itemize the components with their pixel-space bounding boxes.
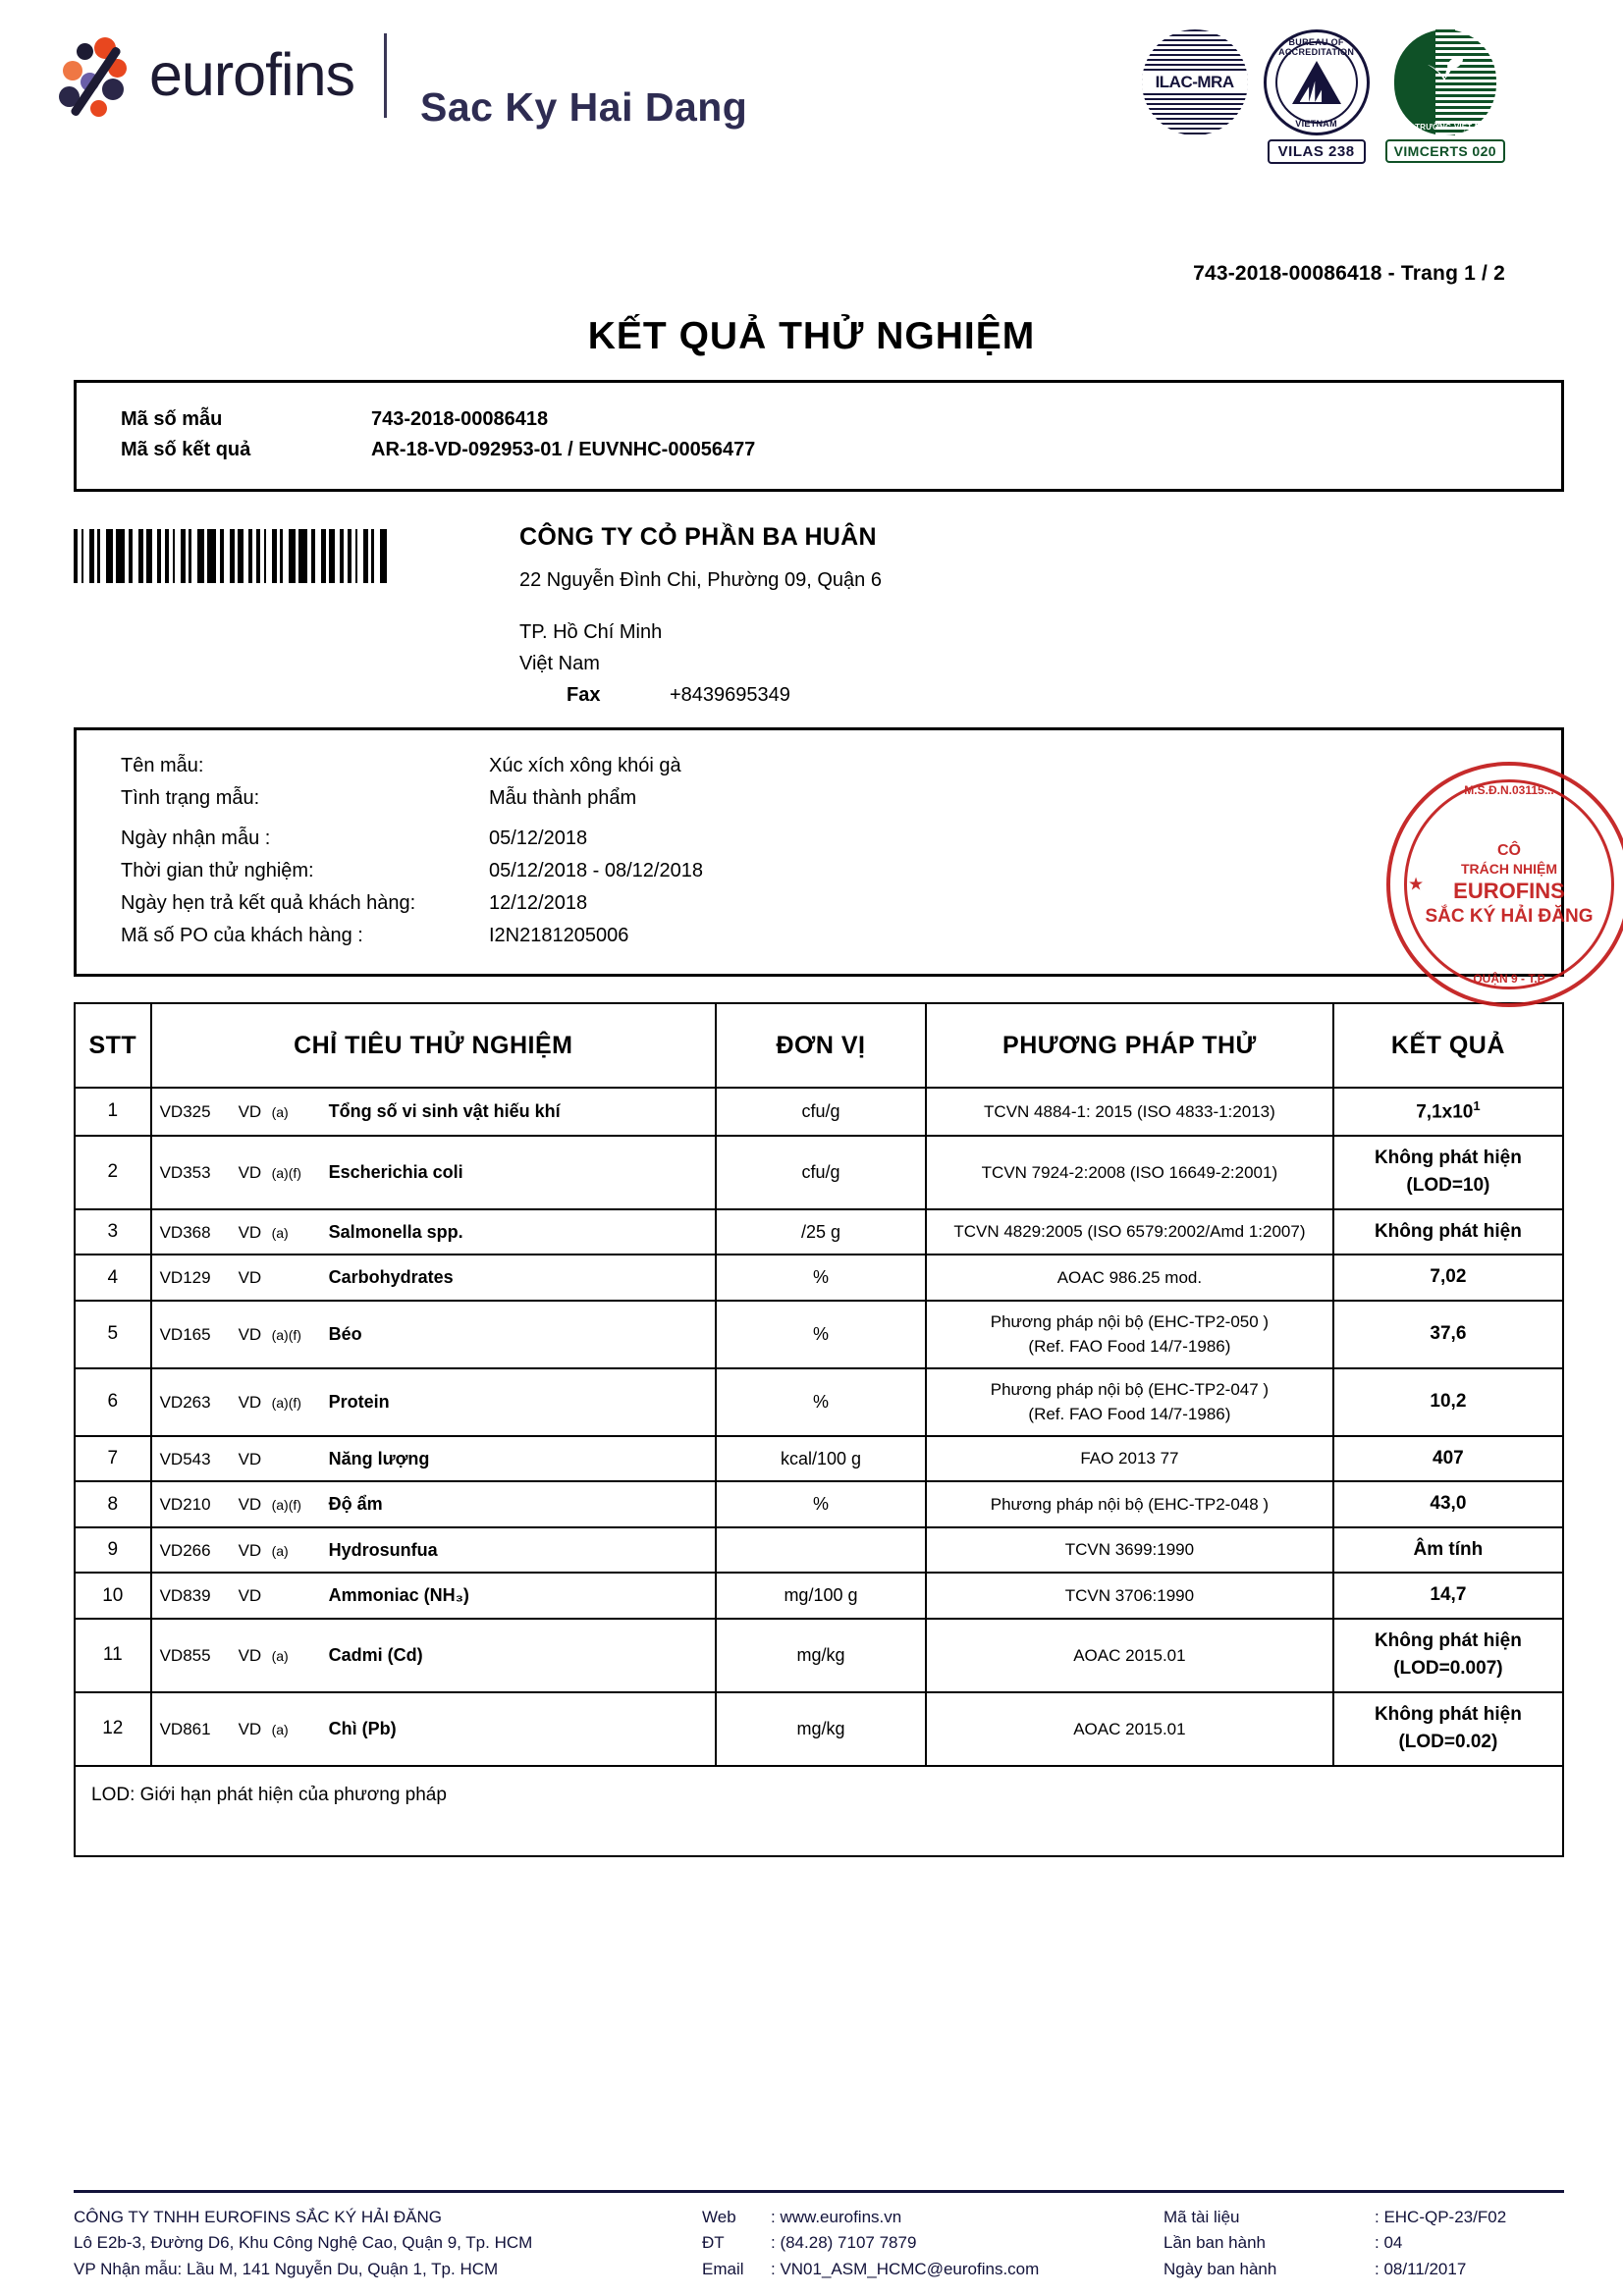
cell-parameter — [151, 1368, 716, 1436]
ilac-mra-badge — [1142, 29, 1248, 135]
param-code: VD266 — [159, 1540, 211, 1560]
lod-note: LOD: Giới hạn phát hiện của phương pháp — [74, 1767, 1564, 1857]
cell-unit: % — [716, 1301, 926, 1368]
client-country: Việt Nam — [519, 653, 600, 674]
sample-code-label: Mã số mẫu — [121, 408, 223, 430]
cell-stt: 2 — [75, 1136, 151, 1209]
sample-info-value: Mẫu thành phẩm — [489, 787, 637, 809]
cell-unit: mg/100 g — [716, 1573, 926, 1619]
cell-stt: 4 — [75, 1255, 151, 1301]
vilas-badge — [1264, 29, 1370, 164]
footer-doc-label: Mã tài liệu — [1163, 2207, 1240, 2226]
param-code: VD129 — [159, 1268, 211, 1288]
cell-unit: /25 g — [716, 1209, 926, 1255]
boa-chart-glyph-icon — [1292, 61, 1341, 104]
footer-address-2: VP Nhận mẫu: Lầu M, 141 Nguyễn Du, Quận 1, Tp. HCM — [74, 2259, 499, 2278]
param-dept: VD — [238, 1719, 262, 1738]
table-row — [75, 1088, 1563, 1136]
cell-method: Phương pháp nội bộ (EHC-TP2-047 ) (Ref. FAO Food 14/7-1986) — [926, 1368, 1333, 1436]
cell-unit: mg/kg — [716, 1692, 926, 1766]
param-dept: VD — [238, 1222, 262, 1242]
table-header-row — [75, 1003, 1563, 1088]
cell-result: Không phát hiện — [1333, 1209, 1563, 1255]
client-fax-label: Fax — [567, 684, 601, 706]
page-header — [0, 0, 1623, 172]
sample-info-value: 05/12/2018 - 08/12/2018 — [489, 860, 703, 881]
param-code: VD353 — [159, 1162, 211, 1182]
cell-stt: 7 — [75, 1436, 151, 1482]
cell-method: AOAC 2015.01 — [926, 1619, 1333, 1692]
footer-phone-label: ĐT — [702, 2233, 725, 2253]
cell-method: TCVN 7924-2:2008 (ISO 16649-2:2001) — [926, 1136, 1333, 1209]
table-row — [75, 1573, 1563, 1619]
footer-web-label: Web — [702, 2207, 736, 2226]
footer-doc-labels — [1163, 2205, 1375, 2282]
sample-info-label: Ngày hẹn trả kết quả khách hàng: — [121, 892, 416, 914]
sample-info-label: Thời gian thử nghiệm: — [121, 860, 314, 881]
stamp-line-4: SẮC KÝ HẢI ĐĂNG — [1425, 905, 1594, 927]
param-dept: VD — [238, 1645, 262, 1665]
boa-bottom-label: VIETNAM — [1295, 119, 1337, 129]
param-code: VD855 — [159, 1645, 211, 1665]
table-row — [75, 1481, 1563, 1527]
cell-unit: kcal/100 g — [716, 1436, 926, 1482]
cell-parameter — [151, 1527, 716, 1574]
param-code: VD543 — [159, 1449, 211, 1468]
sample-info-label: Tên mẫu: — [121, 755, 204, 776]
cell-stt: 10 — [75, 1573, 151, 1619]
cell-unit: mg/kg — [716, 1619, 926, 1692]
sample-rows — [77, 750, 1561, 952]
boa-top-label: BUREAU OF ACCREDITATION — [1278, 37, 1355, 57]
sample-info-box — [74, 727, 1594, 986]
cell-parameter — [151, 1619, 716, 1692]
footer-date-label: Ngày ban hành — [1163, 2259, 1277, 2278]
param-dept: VD — [238, 1392, 262, 1412]
cell-parameter — [151, 1481, 716, 1527]
page-title: KẾT QUẢ THỬ NGHIỆM — [587, 315, 1036, 357]
param-label: Tổng số vi sinh vật hiếu khí — [328, 1100, 561, 1121]
stamp-star-icon: ★ — [1408, 874, 1425, 894]
table-row — [75, 1301, 1563, 1368]
param-footnote-flag: (a) — [271, 1647, 289, 1664]
cell-parameter — [151, 1209, 716, 1255]
vimcerts-number-badge: VIMCERTS 020 — [1385, 139, 1505, 163]
footer-web-value[interactable]: : www.eurofins.vn — [771, 2207, 902, 2226]
param-label: Năng lượng — [328, 1448, 430, 1468]
cell-method: TCVN 3699:1990 — [926, 1527, 1333, 1574]
stamp-arc-top: M.S.Đ.N.03115... — [1464, 783, 1554, 797]
cell-method: FAO 2013 77 — [926, 1436, 1333, 1482]
cell-result: $7,1x10^1$ — [1333, 1088, 1563, 1136]
eurofins-molecule-logo-icon — [59, 35, 135, 122]
sample-info-label: Tình trạng mẫu: — [121, 787, 260, 809]
cell-result: 10,2 — [1333, 1368, 1563, 1436]
col-header-stt: STT — [75, 1003, 151, 1088]
param-code: VD839 — [159, 1586, 211, 1606]
footer-address-1: Lô E2b-3, Đường D6, Khu Công Nghệ Cao, Quận 9, Tp. HCM — [74, 2233, 533, 2253]
cell-result: 407 — [1333, 1436, 1563, 1482]
cell-result: 14,7 — [1333, 1573, 1563, 1619]
footer-company-block — [74, 2205, 702, 2282]
client-fax-row — [519, 684, 882, 707]
param-dept: VD — [238, 1586, 262, 1606]
vilas-number-badge: VILAS 238 — [1268, 139, 1366, 164]
stamp-line-1: CÔ — [1497, 841, 1521, 859]
cell-method: TCVN 4829:2005 (ISO 6579:2002/Amd 1:2007) — [926, 1209, 1333, 1255]
sample-info-row — [77, 782, 1561, 815]
cell-parameter — [151, 1573, 716, 1619]
sample-info-value: 05/12/2018 — [489, 828, 588, 849]
table-row — [75, 1209, 1563, 1255]
cell-result: Âm tính — [1333, 1527, 1563, 1574]
cell-stt: 5 — [75, 1301, 151, 1368]
sub-brand-name: Sac Ky Hai Dang — [420, 84, 748, 130]
vimcerts-ring-label: MÔI TRƯỜNG VIỆT NAM — [1396, 123, 1493, 132]
table-row — [75, 1255, 1563, 1301]
param-footnote-flag: (a)(f) — [271, 1164, 301, 1181]
table-row — [75, 1527, 1563, 1574]
footer-phone-value: : (84.28) 7107 7879 — [771, 2233, 917, 2253]
param-label: Hydrosunfua — [328, 1539, 438, 1560]
cell-result: Không phát hiện (LOD=0.02) — [1333, 1692, 1563, 1766]
stamp-line-3: EUROFINS — [1453, 879, 1565, 904]
footer-rev-label: Lần ban hành — [1163, 2233, 1266, 2253]
sample-info-label: Ngày nhận mẫu : — [121, 828, 271, 849]
stamp-arc-bottom: QUẬN 9 - T.P — [1473, 972, 1545, 986]
table-row — [75, 1619, 1563, 1692]
table-row — [75, 1136, 1563, 1209]
table-row — [75, 1692, 1563, 1766]
param-code: VD165 — [159, 1324, 211, 1344]
sample-info-label: Mã số PO của khách hàng : — [121, 925, 363, 946]
cell-parameter — [151, 1255, 716, 1301]
footer-date-value: : 08/11/2017 — [1375, 2259, 1467, 2278]
client-area — [74, 523, 1564, 710]
brand-wordmark: eurofins — [149, 40, 355, 108]
table-row — [75, 1368, 1563, 1436]
cell-result: 37,6 — [1333, 1301, 1563, 1368]
cell-unit: % — [716, 1481, 926, 1527]
sample-info-row — [77, 887, 1561, 920]
footer-divider — [74, 2190, 1564, 2193]
cell-method: AOAC 2015.01 — [926, 1692, 1333, 1766]
col-header-method: PHƯƠNG PHÁP THỬ — [926, 1003, 1333, 1088]
param-footnote-flag: (a) — [271, 1542, 289, 1559]
results-section — [74, 1002, 1564, 1857]
param-label: Escherichia coli — [328, 1161, 463, 1182]
cell-unit: cfu/g — [716, 1088, 926, 1136]
cell-stt: 9 — [75, 1527, 151, 1574]
boa-inner-ring — [1275, 41, 1358, 124]
result-code-label: Mã số kết quả — [121, 439, 251, 460]
cell-method: Phương pháp nội bộ (EHC-TP2-050 ) (Ref. FAO Food 14/7-1986) — [926, 1301, 1333, 1368]
param-code: VD861 — [159, 1719, 211, 1738]
sample-info-value: I2N2181205006 — [489, 925, 629, 946]
cell-stt: 12 — [75, 1692, 151, 1766]
param-label: Protein — [328, 1391, 390, 1412]
cell-parameter — [151, 1692, 716, 1766]
param-code: VD263 — [159, 1392, 211, 1412]
cell-method: AOAC 986.25 mod. — [926, 1255, 1333, 1301]
sample-code-value: 743-2018-00086418 — [371, 408, 549, 430]
cell-result: 43,0 — [1333, 1481, 1563, 1527]
result-code-value: AR-18-VD-092953-01 / EUVNHC-00056477 — [371, 439, 756, 460]
page-footer — [0, 2190, 1623, 2282]
leaf-sprout-icon — [1422, 49, 1469, 118]
cell-unit: % — [716, 1368, 926, 1436]
footer-contact-labels — [702, 2205, 771, 2282]
document-id-line: 743-2018-00086418 - Trang 1 / 2 — [1193, 262, 1505, 285]
cell-stt: 6 — [75, 1368, 151, 1436]
param-dept: VD — [238, 1495, 262, 1515]
cell-unit: % — [716, 1255, 926, 1301]
param-label: Salmonella spp. — [328, 1221, 463, 1242]
param-label: Ammoniac (NH₃) — [328, 1585, 469, 1606]
client-block — [519, 523, 882, 710]
param-dept: VD — [238, 1324, 262, 1344]
footer-doc-value: : EHC-QP-23/F02 — [1375, 2207, 1507, 2226]
table-row — [75, 1436, 1563, 1482]
param-code: VD210 — [159, 1495, 211, 1515]
eurofins-brand — [59, 35, 354, 122]
footer-email-value[interactable]: : VN01_ASM_HCMC@eurofins.com — [771, 2259, 1040, 2278]
cell-result: Không phát hiện (LOD=10) — [1333, 1136, 1563, 1209]
param-label: Carbohydrates — [328, 1267, 454, 1288]
param-label: Chì (Pb) — [328, 1718, 397, 1738]
col-header-result: KẾT QUẢ — [1333, 1003, 1563, 1088]
cell-unit — [716, 1527, 926, 1574]
code-box — [74, 380, 1564, 492]
sample-info-value: Xúc xích xông khói gà — [489, 755, 681, 776]
sample-info-row — [77, 855, 1561, 887]
param-footnote-flag: (a)(f) — [271, 1326, 301, 1343]
param-code: VD325 — [159, 1101, 211, 1121]
param-code: VD368 — [159, 1222, 211, 1242]
col-header-unit: ĐƠN VỊ — [716, 1003, 926, 1088]
cell-parameter — [151, 1436, 716, 1482]
footer-email-label: Email — [702, 2259, 744, 2278]
cell-stt: 8 — [75, 1481, 151, 1527]
col-header-param: CHỈ TIÊU THỬ NGHIỆM — [151, 1003, 716, 1088]
results-table-body — [75, 1088, 1563, 1766]
cell-stt: 1 — [75, 1088, 151, 1136]
client-name: CÔNG TY CỎ PHẦN BA HUÂN — [519, 523, 877, 551]
boa-vietnam-logo-icon — [1264, 29, 1370, 135]
cell-stt: 3 — [75, 1209, 151, 1255]
header-divider — [384, 33, 387, 118]
client-address: 22 Nguyễn Đình Chi, Phường 09, Quận 6 — [519, 569, 882, 591]
footer-doc-values — [1375, 2205, 1506, 2282]
param-footnote-flag: (a) — [271, 1103, 289, 1120]
cell-parameter — [151, 1088, 716, 1136]
param-label: Béo — [328, 1323, 362, 1344]
result-code-row — [77, 435, 1561, 465]
param-dept: VD — [238, 1101, 262, 1121]
cell-method: TCVN 4884-1: 2015 (ISO 4833-1:2013) — [926, 1088, 1333, 1136]
vimcerts-badge — [1385, 29, 1505, 163]
stamp-line-2: TRÁCH NHIỆM — [1461, 860, 1557, 877]
param-footnote-flag: (a)(f) — [271, 1394, 301, 1411]
cell-parameter — [151, 1301, 716, 1368]
param-dept: VD — [238, 1449, 262, 1468]
cell-result: 7,02 — [1333, 1255, 1563, 1301]
param-dept: VD — [238, 1268, 262, 1288]
footer-contact-values — [771, 2205, 1163, 2282]
sample-info-row — [77, 750, 1561, 782]
ilac-mra-logo-icon — [1142, 29, 1248, 135]
param-dept: VD — [238, 1540, 262, 1560]
sample-info-row — [77, 823, 1561, 855]
results-table — [74, 1002, 1564, 1767]
accreditation-logos — [1142, 18, 1594, 164]
cell-parameter — [151, 1136, 716, 1209]
footer-rev-value: : 04 — [1375, 2233, 1403, 2253]
cell-stt: 11 — [75, 1619, 151, 1692]
cell-method: Phương pháp nội bộ (EHC-TP2-048 ) — [926, 1481, 1333, 1527]
cell-method: TCVN 3706:1990 — [926, 1573, 1333, 1619]
cell-result: Không phát hiện (LOD=0.007) — [1333, 1619, 1563, 1692]
vimcerts-logo-icon — [1394, 29, 1496, 135]
result-exponent: 1 — [1473, 1098, 1481, 1113]
sample-barcode — [74, 529, 388, 583]
param-label: Độ ẩm — [328, 1494, 383, 1515]
cell-unit: cfu/g — [716, 1136, 926, 1209]
param-dept: VD — [238, 1162, 262, 1182]
sample-code-row — [77, 404, 1561, 435]
footer-company-name: CÔNG TY TNHH EUROFINS SẮC KÝ HẢI ĐĂNG — [74, 2207, 443, 2226]
client-city: TP. Hồ Chí Minh — [519, 621, 663, 643]
sample-info-value: 12/12/2018 — [489, 892, 588, 914]
param-footnote-flag: (a) — [271, 1721, 289, 1737]
param-footnote-flag: (a) — [271, 1224, 289, 1241]
sample-info-row — [77, 920, 1561, 952]
client-fax-value: +8439695349 — [670, 684, 790, 706]
param-footnote-flag: (a)(f) — [271, 1497, 301, 1514]
param-label: Cadmi (Cd) — [328, 1644, 423, 1665]
